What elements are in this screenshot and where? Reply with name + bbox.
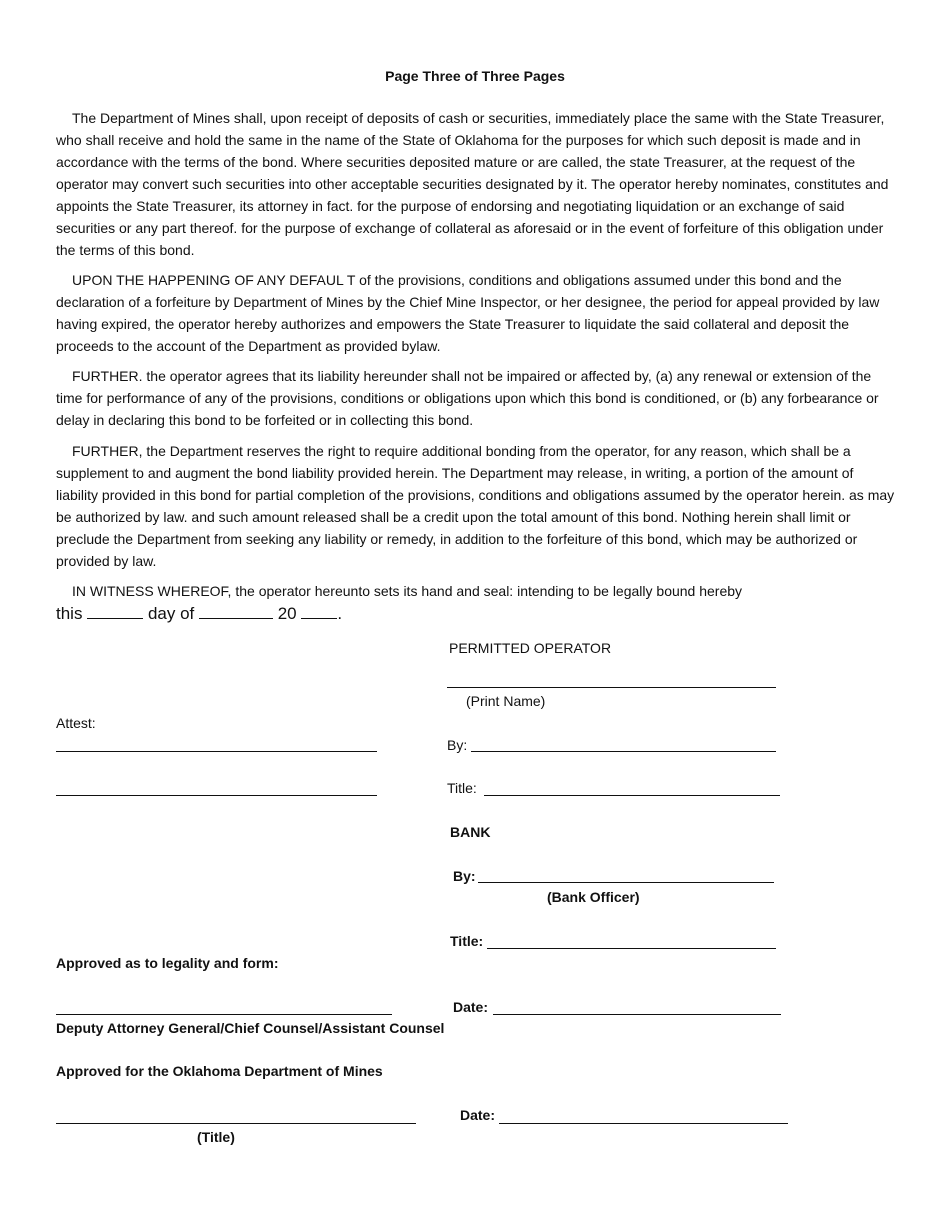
attest-line-2[interactable] — [56, 795, 377, 796]
bank-by-line[interactable] — [478, 882, 774, 883]
legal-approval-caption: Deputy Attorney General/Chief Counsel/Assistant Counsel — [56, 1020, 445, 1036]
legal-approval-heading: Approved as to legality and form: — [56, 955, 279, 971]
date-year-prefix: 20 — [277, 604, 297, 623]
bank-date-line[interactable] — [493, 1014, 781, 1015]
paragraph-deposits: The Department of Mines shall, upon receipt of deposits of cash or securities, immediately place the same with the State Treasurer, who shall receive and hold the same in the name of the State of Oklahoma for the purposes for which such deposit is made and in accordance with the terms of the bond. Where securities deposited mature or are called, the state Treasurer, at the request of the operator may convert such securities into other acceptable securities designated by it. The operator hereby nominates, constitutes and appoints the State Treasurer, its attorney in fact. for the purpose of endorsing and negotiating liquidation or an exchange of said securities or any part thereof. for the purpose of exchange of collateral as aforesaid or in the event of forfeiture of this obligation under the terms of this bond. — [56, 110, 889, 258]
paragraph-default: UPON THE HAPPENING OF ANY DEFAUL T of the provisions, conditions and obligations assumed under this bond and the declaration of a forfeiture by Department of Mines by the Chief Mine Inspector, or her designee, the period for appeal provided by law having expired, the operator hereby authorizes and empowers the State Treasurer to liquidate the said collateral and deposit the proceeds to the account of the Department as provided bylaw. — [56, 272, 880, 354]
paragraph-liability: FURTHER. the operator agrees that its liability hereunder shall not be impaired or affected by, (a) any renewal or extension of the time for performance of any of the provisions, conditions or obligations upon which this bond is conditioned, or (b) any forbearance or delay in declaring this bond to be forfeited or in collecting this bond. — [56, 368, 879, 428]
paragraph-additional-bonding: FURTHER, the Department reserves the right to require additional bonding from the operator, for any reason, which shall be a supplement to and augment the bond liability provided herein. The Department may release, in writing, a portion of the amount of liability provided in this bond for partial completion of the provisions, conditions and obligations assumed by the operator herein. as may be authorized by law. and such amount released shall be a credit upon the total amount of this bond. Nothing herein shall limit or preclude the Department from seeking any liability or remedy, in addition to the forfeiture of this bond, which may be authorized or provided by law. — [56, 443, 895, 569]
bank-officer-caption: (Bank Officer) — [547, 889, 640, 905]
attest-line-1[interactable] — [56, 751, 377, 752]
operator-by-line[interactable] — [471, 751, 776, 752]
page-title: Page Three of Three Pages — [385, 68, 565, 84]
operator-title-label: Title: — [447, 780, 477, 796]
bank-heading: BANK — [450, 824, 491, 840]
day-field[interactable] — [87, 604, 143, 619]
permitted-operator-heading: PERMITTED OPERATOR — [449, 640, 612, 656]
month-field[interactable] — [199, 604, 273, 619]
operator-name-line[interactable] — [447, 687, 776, 688]
date-day-of-label: day of — [147, 604, 195, 623]
mines-approval-heading: Approved for the Oklahoma Department of Mines — [56, 1063, 383, 1079]
mines-title-caption: (Title) — [197, 1129, 235, 1145]
operator-by-label: By: — [447, 737, 468, 753]
date-period: . — [337, 604, 343, 623]
date-this-label: this — [56, 604, 83, 623]
year-field[interactable] — [301, 604, 337, 619]
print-name-caption: (Print Name) — [466, 693, 546, 709]
date-line — [56, 604, 342, 624]
mines-approval-signature-line[interactable] — [56, 1123, 416, 1124]
operator-title-line[interactable] — [484, 795, 780, 796]
mines-date-line[interactable] — [499, 1123, 788, 1124]
bank-by-label: By: — [453, 868, 476, 884]
legal-approval-signature-line[interactable] — [56, 1014, 392, 1015]
bank-date-label: Date: — [453, 999, 489, 1015]
mines-date-label: Date: — [460, 1107, 496, 1123]
attest-label: Attest: — [56, 715, 96, 731]
paragraph-witness: IN WITNESS WHEREOF, the operator hereunto sets its hand and seal: intending to be legally bound hereby — [72, 583, 743, 599]
bank-title-line[interactable] — [487, 948, 776, 949]
bank-title-label: Title: — [450, 933, 484, 949]
